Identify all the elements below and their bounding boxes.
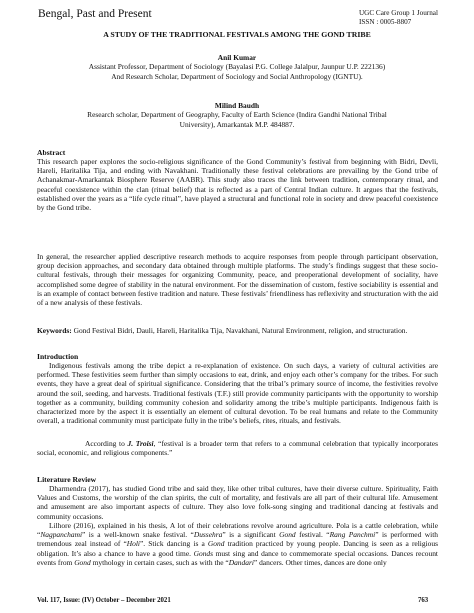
journal-meta (359, 9, 438, 27)
ugc-group: UGC Care Group 1 Journal (358, 9, 438, 17)
paper-title: A STUDY OF THE TRADITIONAL FESTIVALS AMONG THE GOND TRIBE (103, 30, 371, 39)
journal-name: Bengal, Past and Present (38, 8, 152, 20)
keywords (37, 326, 438, 335)
abstract-paragraph: This research paper explores the socio-religious significance of the Gond Community’s festival from beginning with Bidri, Devli, Hareli, Haritalika Tija, and ending with Navakhani. Traditionally these festival celebrations are prevailing by the Gond tribe of Achanakmar-Amarkantak Biosphere Reserve (AABR). This study also traces the link between tradition, contemporary ritual, and peaceful coexistence within the clan (ritual belief) that is reflected as a part of Central Indian culture. It argues that the festivals, established over the years as a “life cycle ritual”, have played a structural and functional role in society and drew peaceful coexistence by the Gond tribe. (37, 157, 438, 213)
introduction-heading: Introduction (37, 352, 79, 361)
author-block-1 (36, 53, 438, 81)
footer-page-number: 763 (418, 597, 429, 604)
author-affiliation: Assistant Professor, Department of Sociology (Bayalasi P.G. College Jalalpur, Jaunpur U.P. 222136) (88, 62, 386, 72)
author-name: Anil Kumar (217, 53, 257, 62)
literature-paragraph: Lilhore (2016), explained in his thesis, A lot of their celebrations revolve around agriculture. Pola is a cattle celebration, while “Nagpanchami” is a well-known snake festival. “Dussehra” is a significant Gond festival. “Rang Panchmi” is performed with tremendous zeal instead of “Holi”. Stick dancing is a Gond tradition practiced by young people. Dancing is seen as a religious obligation. It’s also a chance to have a good time. Gonds must sing and dance to commemorate special occasions. Dances recount events from Gond mythology in certain cases, such as with the “Dandari” dancers. Other times, dances are done only (37, 521, 438, 567)
footer-volume: Vol. 117, Issue: (IV) October – December 2021 (37, 597, 171, 604)
abstract-heading: Abstract (37, 148, 66, 157)
issn: ISSN : 0005-8807 (358, 18, 412, 26)
literature-heading: Literature Review (37, 475, 97, 484)
author-affiliation: University), Amarkantak M.P. 484887. (179, 119, 295, 129)
introduction-paragraph: Indigenous festivals among the tribe depict a re-explanation of existence. On such days, a variety of cultural activities are performed. These festivities seem further than simply occasions to eat, drink, and enjoy each other’s company for the tribes. For such events, they have a great deal of spiritual significance. Considering that the tribal’s primary source of income, the festivities revolve around the soil, seeding, and harvests. Traditional festivals (T.F.) still provide community participants with the opportunity to worship together as a community, building community cohesion and solidarity among the tribe’s multiple participants. Indigenous faith is characterized more by the aspect it is essentially an element of cultural devotion. To be real humans and relate to the Community overall, a traditional community must participate fully in the tribe’s beliefs, rites, rituals, and festivals. (37, 361, 438, 426)
keywords-label: Keywords: (37, 326, 72, 335)
literature-paragraph: Dharmendra (2017), has studied Gond tribe and said they, like other tribal cultures, have their diverse culture. Spirituality, Faith Values and Customs, the worship of the clan spirits, the cult of mortality, and festivals are all part of their cultural life. Amusement and amusement are also important aspects of culture. They also love folk-song singing and traditional dancing at festivals and community occasions. (37, 484, 438, 521)
introduction-paragraph: According to J. Troisi, “festival is a broader term that refers to a communal celebration that typically incorporates social, economic, and religious components.” (37, 439, 438, 458)
keywords-text: Gond Festival Bidri, Dauli, Hareli, Haritalika Tija, Navakhani, Natural Environment, religion, and structuration. (71, 326, 408, 335)
cited-author: J. Troisi (127, 439, 154, 448)
author-affiliation: And Research Scholar, Department of Sociology and Social Anthropology (IGNTU). (111, 71, 363, 81)
author-name: Milind Baudh (214, 101, 260, 110)
author-block-2 (36, 101, 438, 129)
author-affiliation: Research scholar, Department of Geography, Faculty of Earth Science (Indira Gandhi National Tribal (87, 110, 387, 120)
abstract-paragraph: In general, the researcher applied descriptive research methods to acquire responses from people through participant observation, group decision approaches, and secondary data obtained through multiple platforms. The study’s findings suggest that these socio-cultural festivals, through their messages for organizing Community, peace, and preoperational development of sociality, have accomplished some degree of stability in the natural environment. For the dissemination of custom, festive sociability is essential and is an example of contact between festive tradition and nature. These festivals’ friendliness has reflexivity and structuration with the aid of a new analysis of these festivals. (37, 252, 438, 308)
